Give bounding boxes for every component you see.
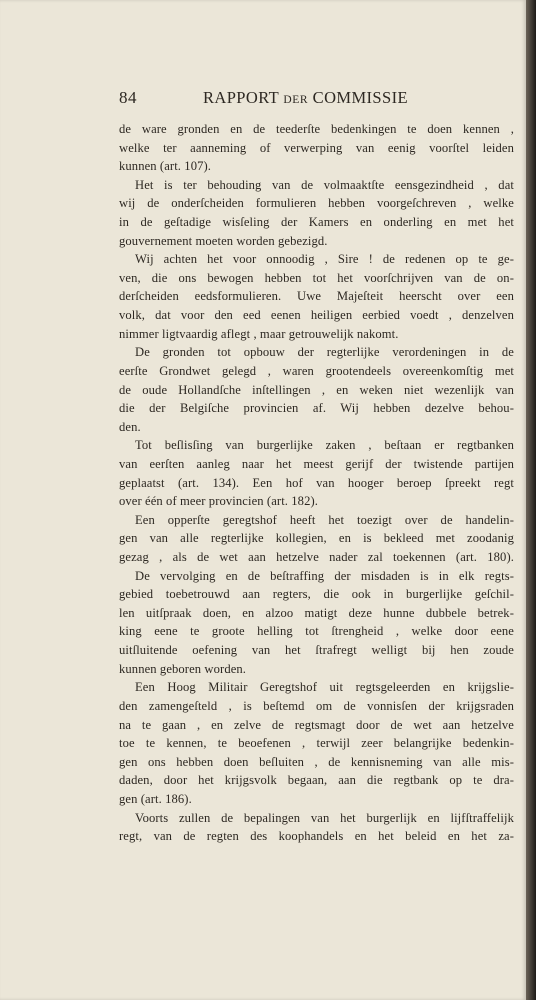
text-line: de ware gronden en de teederſte bedenkingen te doen kennen , — [119, 122, 514, 136]
text-line: Tot beſlisſing van burgerlijke zaken , beſtaan er regtbanken — [135, 438, 514, 453]
body-text — [119, 120, 514, 846]
text-line: Een opperſte geregtshof heeft het toezigt over de handelin- — [135, 512, 514, 527]
text-line: nimmer ligtvaardig aflegt , maar getrouwelijk nakomt. — [119, 326, 399, 341]
text-line: gezag , als de wet aan hetzelve nader zal toekennen (art. 180). — [119, 550, 514, 565]
text-line: gebied toebetrouwd aan regters, die ook in burgerlijke geſchil- — [119, 587, 514, 602]
text-line: uitſluitende oefening van het ſtrafregt welligt bij hen zoude — [119, 643, 514, 658]
page-number: 84 — [119, 88, 137, 107]
text-line: regt, van de regten des koophandels en het beleid en het za- — [119, 829, 514, 844]
text-line: Een Hoog Militair Geregtshof uit regtsgeleerden en krijgslie- — [135, 680, 514, 695]
text-line: king eene te groote helling tot ſtrengheid , welke door eene — [119, 624, 514, 639]
text-line: in de geſtadige wisſeling der Kamers en onderling en met het — [119, 215, 514, 230]
text-line: geplaatst (art. 134). Een hof van hooger beroep ſpreekt regt — [119, 475, 514, 490]
text-line: gen van alle regterlijke kollegien, en is bekleed met zoodanig — [119, 531, 514, 546]
text-line: Wij achten het voor onnoodig , Sire ! de redenen op te ge- — [135, 252, 514, 267]
text-line: de oude Hollandſche inſtellingen , en weken niet wezenlijk van — [119, 382, 514, 397]
text-line: gen (art. 186). — [119, 791, 192, 806]
text-line: Het is ter behouding van de volmaaktſte eensgezindheid , dat — [135, 177, 514, 192]
text-line: daden, door het krijgsvolk begaan, aan die regtbank op te dra- — [119, 773, 514, 788]
text-line: van eerſten aanleg naar het meest gerijf der twistende partijen — [119, 456, 514, 471]
text-line: kunnen geboren worden. — [119, 661, 247, 676]
text-line: gouvernement moeten worden gebezigd. — [119, 233, 328, 248]
text-line: over één of meer provincien (art. 182). — [119, 494, 319, 509]
text-line: derſcheiden eedsformulieren. Uwe Majeſteit heerscht over een — [119, 289, 514, 304]
running-title — [203, 88, 408, 108]
text-line: welke ter aanneming of verwerping van eenig voorſtel leiden — [119, 140, 514, 155]
running-title-word-2: DER — [283, 94, 309, 106]
text-line: ven, die ons bewogen hebben tot het voorſchrijven van de on- — [119, 270, 514, 285]
text-line: toe te kennen, te beoefenen , terwijl zeer belangrijke bedenkin- — [119, 736, 514, 751]
text-line: len uitſpraak doen, en alzoo matigt deze hunne dubbele betrek- — [119, 605, 514, 620]
text-line: gen ons hebben doen beſluiten , de kennisneming van alle mis- — [119, 754, 514, 769]
text-line: eerſte Grondwet gelegd , waren grootendeels overeenkomſtig met — [119, 363, 514, 378]
text-line: die der Belgiſche provincien af. Wij hebben dezelve behou- — [119, 401, 514, 416]
text-line: De gronden tot opbouw der regterlijke verordeningen in de — [135, 345, 514, 360]
running-title-word-1: RAPPORT — [203, 88, 279, 107]
page-edge — [526, 0, 536, 1000]
running-title-word-3: COMMISSIE — [312, 88, 408, 107]
text-line: kunnen (art. 107). — [119, 159, 212, 174]
text-line: na te gaan , en zelve de regtsmagt door de wet aan hetzelve — [119, 717, 514, 732]
text-line: wij de onderſcheiden formulieren hebben voorgeſchreven , welke — [119, 196, 514, 211]
text-line: den zamengeſteld , is beſtemd om de vonnisſen der krijgsraden — [119, 698, 514, 713]
text-line: De vervolging en de beſtraffing der misdaden is in elk regts- — [135, 568, 514, 583]
text-line: den. — [119, 419, 141, 434]
text-line: volk, dat voor den eed eenen heiligen eerbied voedt , denzelven — [119, 308, 514, 323]
text-line: Voorts zullen de bepalingen van het burgerlijk en lijfſtraffelijk — [135, 810, 514, 825]
